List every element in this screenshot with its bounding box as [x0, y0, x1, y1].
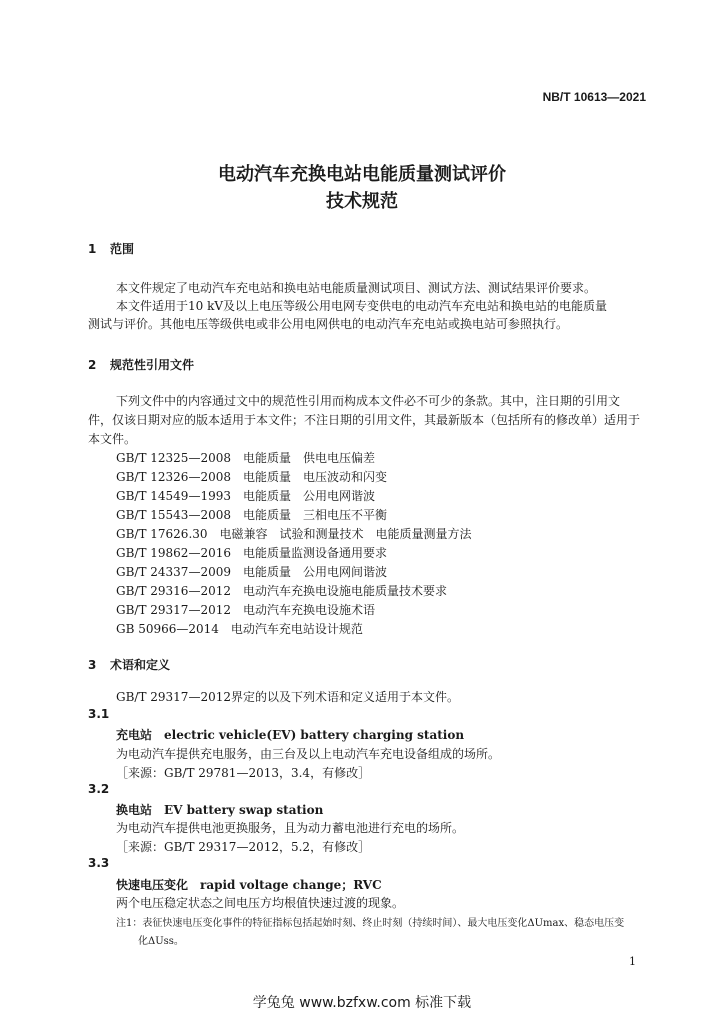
- normative-reference: GB/T 29317—2012 电动汽车充换电设施术语: [116, 603, 375, 617]
- section-1-number: 1: [88, 242, 97, 256]
- section-1-para-2-line-1: 本文件适用于10 kV及以上电压等级公用电网专变供电的电动汽车充电站和换电站的电能质量: [116, 299, 608, 313]
- normative-reference: GB/T 14549—1993 电能质量 公用电网谐波: [116, 489, 375, 503]
- normative-reference: GB/T 19862—2016 电能质量监测设备通用要求: [116, 546, 387, 560]
- term-number: 3.3: [88, 856, 110, 870]
- section-1-para-1: 本文件规定了电动汽车充电站和换电站电能质量测试项目、测试方法、测试结果评价要求。: [116, 281, 597, 295]
- normative-reference: GB/T 17626.30 电磁兼容 试验和测量技术 电能质量测量方法: [116, 527, 472, 541]
- note-line-2: 化ΔUss。: [138, 936, 184, 947]
- term-title: 快速电压变化 rapid voltage change；RVC: [116, 878, 382, 892]
- term-definition: 两个电压稳定状态之间电压方均根值快速过渡的现象。: [116, 896, 405, 910]
- section-1-para-2-line-2: 测试与评价。其他电压等级供电或非公用电网供电的电动汽车充电站或换电站可参照执行。: [88, 317, 569, 331]
- document-title-line1: 电动汽车充换电站电能质量测试评价: [218, 164, 506, 185]
- section-1-title: 范围: [110, 242, 135, 256]
- normative-reference: GB/T 24337—2009 电能质量 公用电网间谐波: [116, 565, 387, 579]
- term-source: ［来源：GB/T 29317—2012，5.2，有修改］: [116, 840, 371, 854]
- term-definition: 为电动汽车提供电池更换服务，且为动力蓄电池进行充电的场所。: [116, 821, 465, 835]
- section-2-intro-line-3: 本文件。: [88, 432, 137, 446]
- normative-reference: GB/T 29316—2012 电动汽车充换电设施电能质量技术要求: [116, 584, 447, 598]
- normative-reference: GB/T 15543—2008 电能质量 三相电压不平衡: [116, 508, 387, 522]
- section-2-intro-line-1: 下列文件中的内容通过文中的规范性引用而构成本文件必不可少的条款。其中，注日期的引用文: [116, 394, 621, 408]
- term-number: 3.1: [88, 707, 110, 721]
- term-title: 充电站 electric vehicle(EV) battery charging station: [116, 728, 465, 742]
- section-3-number: 3: [88, 658, 97, 672]
- normative-reference: GB/T 12326—2008 电能质量 电压波动和闪变: [116, 470, 387, 484]
- term-title: 换电站 EV battery swap station: [116, 803, 324, 817]
- section-2-heading: [88, 356, 194, 373]
- term-definition: 为电动汽车提供充电服务，由三台及以上电动汽车充电设备组成的场所。: [116, 747, 501, 761]
- normative-reference: GB 50966—2014 电动汽车充电站设计规范: [116, 622, 363, 636]
- section-3-intro: GB/T 29317—2012界定的以及下列术语和定义适用于本文件。: [116, 690, 459, 704]
- document-title-line2: 技术规范: [326, 191, 398, 212]
- section-3-title: 术语和定义: [110, 658, 171, 672]
- term-number: 3.2: [88, 782, 110, 796]
- section-2-intro-line-2: 件，仅该日期对应的版本适用于本文件；不注日期的引用文件，其最新版本（包括所有的修改单）适用于: [88, 413, 641, 427]
- section-2-number: 2: [88, 358, 97, 372]
- section-1-heading: [88, 240, 134, 257]
- standard-code: NB/T 10613—2021: [542, 90, 646, 104]
- footer-watermark: 学兔兔 www.bzfxw.com 标准下载: [252, 995, 472, 1011]
- normative-reference: GB/T 12325—2008 电能质量 供电电压偏差: [116, 451, 375, 465]
- section-3-heading: [88, 656, 170, 673]
- page-number: 1: [629, 955, 636, 968]
- term-source: ［来源：GB/T 29781—2013，3.4，有修改］: [116, 766, 371, 780]
- section-2-title: 规范性引用文件: [110, 358, 195, 372]
- note-line-1: 注1：表征快速电压变化事件的特征指标包括起始时刻、终止时刻（持续时间）、最大电压变化ΔUmax、稳态电压变: [116, 918, 625, 929]
